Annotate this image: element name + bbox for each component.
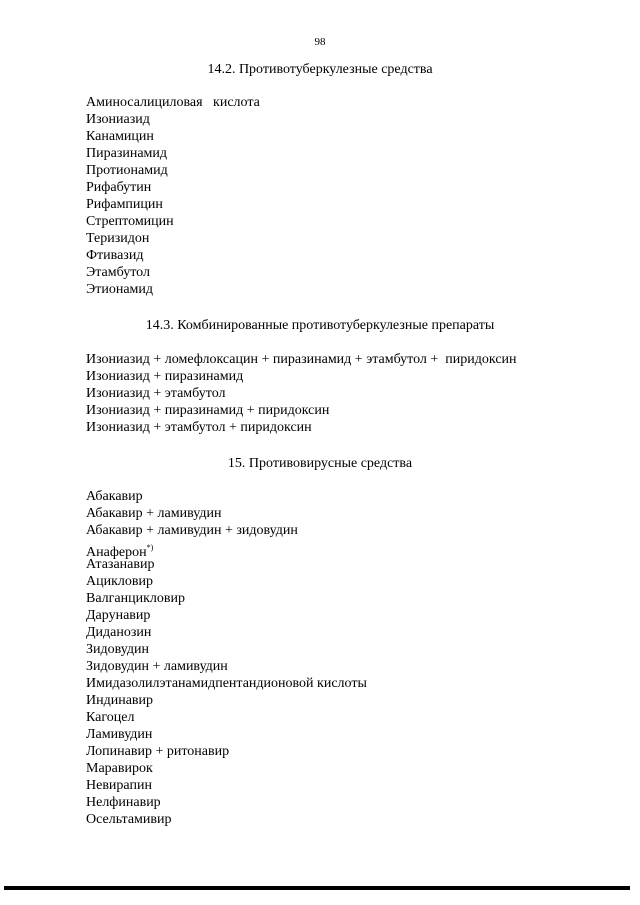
list-item: Ацикловир [86, 574, 153, 589]
list-item: Невирапин [86, 778, 152, 793]
list-item [86, 539, 367, 560]
list-item: Теризидон [86, 231, 150, 246]
list-item: Маравирок [86, 761, 153, 776]
footer-rule [4, 886, 630, 890]
list-item: Рифабутин [86, 180, 152, 195]
section-heading-15: 15. Противовирусные средства [227, 456, 413, 471]
section-heading-14-2: 14.2. Противотуберкулезные средства [207, 62, 433, 77]
list-item: Изониазид + этамбутол [86, 386, 226, 401]
list-item: Абакавир + ламивудин + зидовудин [86, 523, 298, 538]
list-item: Изониазид [86, 112, 150, 127]
section-list-14-3 [86, 351, 517, 436]
list-item: Нелфинавир [86, 795, 161, 810]
list-item: Протионамид [86, 163, 168, 178]
list-item: Изониазид + ломефлоксацин + пиразинамид + этамбутол + пиридоксин [86, 352, 517, 367]
list-item: Изониазид + пиразинамид [86, 369, 244, 384]
footnote-mark: *) [146, 543, 154, 552]
list-item-label: Анаферон [86, 545, 147, 560]
list-item: Валганцикловир [86, 591, 185, 606]
list-item: Имидазолилэтанамидпентандионовой кислоты [86, 676, 367, 691]
list-item: Дарунавир [86, 608, 151, 623]
list-item: Этамбутол [86, 265, 150, 280]
list-item: Зидовудин + ламивудин [86, 659, 228, 674]
list-item: Ламивудин [86, 727, 153, 742]
list-item: Канамицин [86, 129, 154, 144]
section-list-15 [86, 488, 367, 828]
list-item: Абакавир [86, 489, 143, 504]
list-item: Осельтамивир [86, 812, 172, 827]
list-item: Кагоцел [86, 710, 135, 725]
list-item: Рифампицин [86, 197, 163, 212]
list-item: Этионамид [86, 282, 154, 297]
list-item: Индинавир [86, 693, 154, 708]
list-item: Диданозин [86, 625, 152, 640]
list-item: Пиразинамид [86, 146, 168, 161]
section-list-14-2 [86, 94, 260, 298]
list-item: Абакавир + ламивудин [86, 506, 222, 521]
list-item: Изониазид + этамбутол + пиридоксин [86, 420, 312, 435]
list-item: Стрептомицин [86, 214, 174, 229]
list-item: Фтивазид [86, 248, 144, 263]
list-item: Изониазид + пиразинамид + пиридоксин [86, 403, 330, 418]
list-item: Атазанавир [86, 557, 155, 572]
list-item: Зидовудин [86, 642, 149, 657]
page-number: 98 [314, 36, 326, 48]
list-item: Лопинавир + ритонавир [86, 744, 230, 759]
section-heading-14-3: 14.3. Комбинированные противотуберкулезные препараты [145, 318, 495, 333]
list-item: Аминосалициловая кислота [86, 95, 260, 110]
